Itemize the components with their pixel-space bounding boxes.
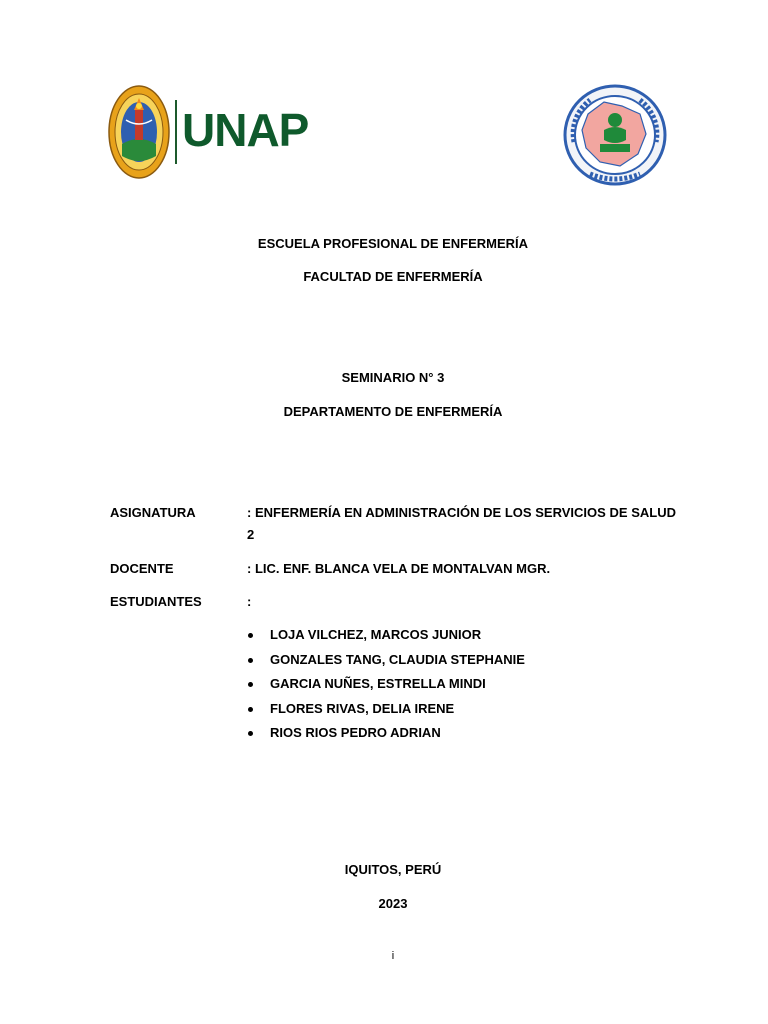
teacher-value: : LIC. ENF. BLANCA VELA DE MONTALVAN MGR. — [247, 561, 551, 576]
seminar-title: SEMINARIO N° 3 — [341, 370, 445, 385]
student-name: RIOS RIOS PEDRO ADRIAN — [270, 725, 441, 741]
unap-logo — [108, 84, 309, 182]
students-label: ESTUDIANTES — [110, 594, 202, 609]
list-item — [247, 724, 677, 749]
bullet-icon — [248, 633, 253, 638]
teacher-label: DOCENTE — [110, 561, 174, 576]
students-colon: : — [247, 594, 252, 609]
list-item — [247, 700, 677, 725]
place: IQUITOS, PERÚ — [344, 862, 442, 877]
bullet-icon — [248, 707, 253, 712]
page-number: i — [391, 950, 395, 962]
list-item — [247, 626, 677, 651]
year: 2023 — [378, 896, 408, 911]
logo-divider — [175, 100, 177, 164]
subject-label: ASIGNATURA — [110, 505, 196, 520]
bullet-icon — [248, 731, 253, 736]
school-name: ESCUELA PROFESIONAL DE ENFERMERÍA — [257, 236, 529, 251]
subject-value: : ENFERMERÍA EN ADMINISTRACIÓN DE LOS SERVICIOS DE SALUD 2 — [247, 505, 676, 542]
students-list — [247, 626, 677, 749]
list-item — [247, 675, 677, 700]
faculty-seal-icon — [560, 84, 670, 186]
student-name: FLORES RIVAS, DELIA IRENE — [270, 700, 455, 716]
university-seal-icon — [108, 84, 170, 180]
student-name: LOJA VILCHEZ, MARCOS JUNIOR — [270, 627, 482, 642]
faculty-name: FACULTAD DE ENFERMERÍA — [303, 269, 483, 284]
student-name: GARCIA NUÑES, ESTRELLA MINDI — [270, 676, 486, 692]
bullet-icon — [248, 682, 253, 687]
department-name: DEPARTAMENTO DE ENFERMERÍA — [283, 404, 503, 419]
unap-wordmark: UNAP — [182, 104, 309, 156]
list-item — [247, 651, 677, 676]
bullet-icon — [248, 658, 253, 663]
student-name: GONZALES TANG, CLAUDIA STEPHANIE — [270, 651, 525, 667]
